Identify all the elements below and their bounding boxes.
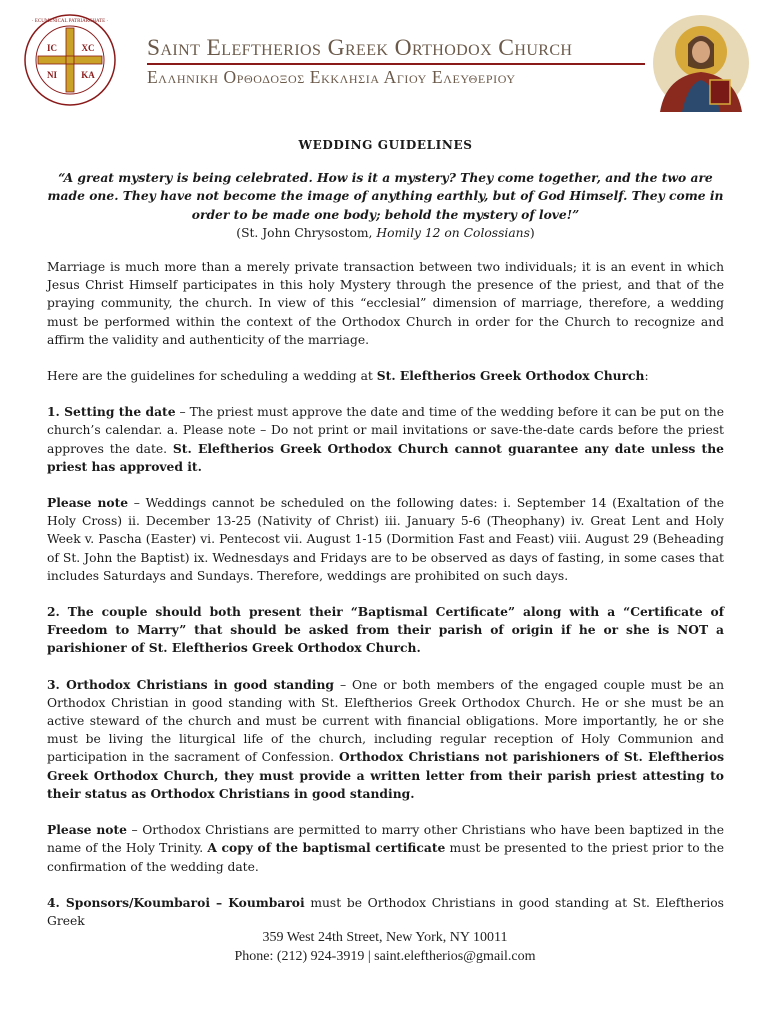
section-heading: 3. Orthodox Christians in good standing [47, 676, 335, 692]
guidelines-church-name: St. Eleftherios Greek Orthodox Church [376, 368, 645, 384]
intro-paragraph: Marriage is much more than a merely private transaction between two individuals; it is an event in which Jesus Christ Himself participates in this holy Mystery through the presence of the priest, and that of the praying community, the church. In view of this “ecclesial” dimension of marriage, therefore, a wedding must be performed within the context of the Orthodox Church in order for the Church to recognize and affirm the validity and authenticity of the marriage. [47, 260, 724, 347]
section-good-standing [47, 676, 724, 803]
guidelines-lead-text: Here are the guidelines for scheduling a wedding at [47, 369, 377, 384]
note-label: Please note [47, 822, 127, 838]
note-text: – Orthodox Christians are permitted to marry other Christians who have been baptized in the name of the Holy Trinity. [47, 823, 724, 856]
church-seal-logo [12, 12, 128, 108]
letterhead [0, 0, 770, 120]
quote-citation [47, 224, 724, 242]
section-heading: 4. Sponsors/Koumbaroi – Koumbaroi [47, 894, 305, 910]
section-emphasis: St. Eleftherios Greek Orthodox Church cannot guarantee any date unless the priest has approved it. [47, 440, 724, 474]
section-heading: 2. The couple should both present their “Baptismal Certificate” along with a “Certificate of Freedom to Marry” that should be asked from their parish of origin if he or she is NOT a parishioner of St. Eleftherios Greek Orthodox Church. [47, 604, 724, 656]
note-label: Please note [47, 495, 129, 511]
note-emphasis: A copy of the baptismal certificate [207, 840, 446, 856]
section-setting-date [47, 403, 724, 476]
church-name: Saint Eleftherios Greek Orthodox Church [147, 35, 573, 61]
seal-letter: XC [81, 43, 95, 53]
footer-contact: Phone: (212) 924-3919 | saint.eleftherios@gmail.com [234, 949, 536, 964]
section-text: must be Orthodox Christians in good standing at St. Eleftherios Greek [47, 895, 724, 928]
church-name-greek: Ελληνικη Ορθοδοξος Εκκλησια Αγιου Ελευθεριου [147, 67, 516, 87]
note-mixed-marriage [47, 821, 724, 876]
opening-quote: “A great mystery is being celebrated. How is it a mystery? They come together, and the two are made one. They have not become the image of anything earthly, but of God Himself. They come in order to be made one body; behold the mystery of love!” [47, 170, 724, 222]
seal-letter: IC [46, 43, 58, 53]
section-text: – The priest must approve the date and time of the wedding before it can be put on the church’s calendar. a. Please note – Do not print or mail invitations or save-the-date cards before the priest approves the date. [47, 405, 724, 456]
seal-letter: KA [81, 70, 95, 80]
section-sponsors [47, 894, 724, 930]
note-prohibited-dates [47, 494, 724, 585]
note-text: – Weddings cannot be scheduled on the following dates: i. September 14 (Exaltation of the Holy Cross) ii. December 13-25 (Nativity of Christ) iii. January 5-6 (Theophany) iv. Great Lent and Holy Week v. Pascha (Easter) vi. Pentecost vii. August 1-15 (Dormition Fast and Feast) viii. August 29 (Beheading of St. John the Baptist) ix. Wednesdays and Fridays are to be observed as days of fasting, in some cases that includes Saturdays and Sundays. Therefore, weddings are prohibited on such days. [47, 496, 724, 583]
note-tail: must be presented to the priest prior to the confirmation of the wedding date. [47, 841, 724, 874]
document-title: WEDDING GUIDELINES [298, 138, 473, 152]
section-text: – One or both members of the engaged couple must be an Orthodox Christian in good standing with St. Eleftherios Greek Orthodox Church. He or she must be an active steward of the church and must be current with financial obligations. More importantly, he or she must be living the liturgical life of the church, including regular reception of Holy Communion and participation in the sacrament of Confession. [47, 677, 724, 765]
quote-source: Homily 12 on Colossians [376, 225, 530, 240]
header-rule [147, 63, 645, 65]
section-certificates [47, 603, 724, 658]
page-footer [0, 928, 770, 966]
quote-author: (St. John Chrysostom, [236, 225, 377, 240]
quote-close: ) [529, 225, 535, 240]
svg-text:· ECUMENICAL PATRIARCHATE ·: · ECUMENICAL PATRIARCHATE · [31, 19, 109, 24]
footer-address: 359 West 24th Street, New York, NY 10011 [262, 930, 508, 945]
guidelines-colon: : [644, 369, 649, 384]
document-body [47, 136, 724, 948]
guidelines-lead [47, 367, 724, 385]
seal-letter: NI [46, 70, 58, 80]
section-heading: 1. Setting the date [47, 404, 176, 420]
christ-icon [652, 14, 750, 112]
section-emphasis: Orthodox Christians not parishioners of St. Eleftherios Greek Orthodox Church, they must provide a written letter from their parish priest attesting to their status as Orthodox Christians in good standing. [47, 749, 724, 801]
